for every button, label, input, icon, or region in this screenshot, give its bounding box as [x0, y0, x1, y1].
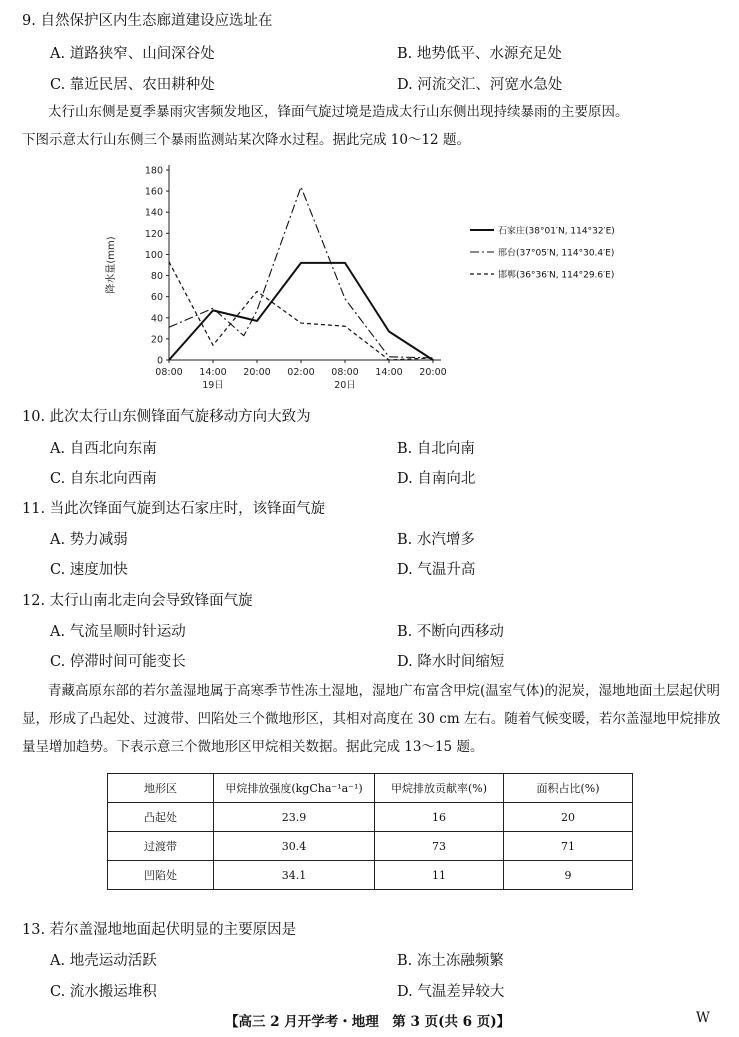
table-cell: 71: [504, 832, 633, 861]
question-12-option-b: B. 不断向西移动: [397, 624, 504, 640]
intro-paragraph-1-line-2: 下图示意太行山东侧三个暴雨监测站某次降水过程。据此完成 10～12 题。: [22, 132, 470, 148]
question-11-stem: 11. 当此次锋面气旋到达石家庄时，该锋面气旋: [22, 501, 326, 517]
y-axis-label: 降水量(mm): [106, 236, 117, 294]
question-10-stem: 10. 此次太行山东侧锋面气旋移动方向大致为: [22, 409, 311, 425]
table-row: [108, 832, 633, 861]
legend-label: 石家庄(38°01′N, 114°32′E): [498, 226, 615, 237]
table-cell: 73: [375, 832, 504, 861]
table-cell: 11: [375, 861, 504, 890]
question-13-stem: 13. 若尔盖湿地地面起伏明显的主要原因是: [22, 922, 297, 938]
question-12-option-c: C. 停滞时间可能变长: [50, 654, 186, 670]
question-9-stem: 9. 自然保护区内生态廊道建设应选址在: [22, 13, 273, 29]
table-header-cell: 甲烷排放强度(kgCha⁻¹a⁻¹): [214, 774, 375, 803]
question-9-option-a: A. 道路狭窄、山间深谷处: [50, 46, 215, 62]
y-tick-label: 160: [144, 186, 163, 198]
y-tick-label: 120: [144, 228, 163, 240]
table-header-cell: 地形区: [108, 774, 214, 803]
question-11-option-b: B. 水汽增多: [397, 532, 475, 548]
question-11-option-c: C. 速度加快: [50, 562, 128, 578]
question-12-stem: 12. 太行山南北走向会导致锋面气旋: [22, 593, 253, 609]
table-cell: 16: [375, 803, 504, 832]
question-13-option-a: A. 地壳运动活跃: [50, 953, 157, 969]
y-tick-label: 100: [144, 249, 163, 261]
y-tick-label: 0: [156, 355, 163, 367]
question-9-option-d: D. 河流交汇、河宽水急处: [397, 77, 563, 93]
precipitation-line-chart: [100, 160, 640, 400]
y-tick-label: 20: [150, 334, 163, 346]
question-13-option-d: D. 气温差异较大: [397, 984, 505, 1000]
question-13-option-c: C. 流水搬运堆积: [50, 984, 157, 1000]
question-11-option-a: A. 势力减弱: [50, 532, 128, 548]
methane-data-table: [107, 773, 633, 890]
question-12-option-d: D. 降水时间缩短: [397, 654, 505, 670]
y-tick-label: 140: [144, 207, 163, 219]
table-cell: 23.9: [214, 803, 375, 832]
table-cell: 30.4: [214, 832, 375, 861]
table-header-cell: 甲烷排放贡献率(%): [375, 774, 504, 803]
question-10-option-c: C. 自东北向西南: [50, 471, 157, 487]
question-12-option-a: A. 气流呈顺时针运动: [50, 624, 186, 640]
table-cell: 20: [504, 803, 633, 832]
question-10-option-d: D. 自南向北: [397, 471, 476, 487]
question-9-option-b: B. 地势低平、水源充足处: [397, 46, 562, 62]
date-label: 19日: [202, 380, 224, 391]
x-tick-label: 14:00: [375, 367, 403, 378]
legend-label: 邯郸(36°36′N, 114°29.6′E): [498, 270, 615, 281]
table-row: [108, 861, 633, 890]
x-tick-label: 14:00: [199, 367, 227, 378]
intro-paragraph-2: 青藏高原东部的若尔盖湿地属于高寒季节性冻土湿地，湿地广布富含甲烷(温室气体)的泥炭，湿地地面土层起伏明显，形成了凸起处、过渡带、凹陷处三个微地形区，其相对高度在 30 cm 左右。随着气候变暖，若尔盖湿地甲烷排放量呈增加趋势。下表示意三个微地形区甲烷相关数据。据此完成 13～15 题。: [22, 683, 721, 755]
intro-paragraph-1-line-1: 太行山东侧是夏季暴雨灾害频发地区，锋面气旋过境是造成太行山东侧出现持续暴雨的主要原因。: [48, 104, 629, 120]
table-cell: 34.1: [214, 861, 375, 890]
y-tick-label: 180: [144, 165, 163, 177]
table-cell: 凹陷处: [108, 861, 214, 890]
table-cell: 过渡带: [108, 832, 214, 861]
question-9-option-c: C. 靠近民居、农田耕种处: [50, 77, 215, 93]
legend-label: 邢台(37°05′N, 114°30.4′E): [498, 248, 615, 259]
y-tick-label: 60: [150, 292, 163, 304]
table-cell: 凸起处: [108, 803, 214, 832]
page-footer-letter: W: [696, 1010, 710, 1026]
question-10-option-b: B. 自北向南: [397, 441, 475, 457]
table-cell: 9: [504, 861, 633, 890]
question-11-option-d: D. 气温升高: [397, 562, 476, 578]
x-tick-label: 08:00: [331, 367, 359, 378]
y-tick-label: 80: [150, 271, 163, 283]
table-row: [108, 803, 633, 832]
question-13-option-b: B. 冻土冻融频繁: [397, 953, 504, 969]
x-tick-label: 02:00: [287, 367, 315, 378]
question-10-option-a: A. 自西北向东南: [50, 441, 157, 457]
x-tick-label: 20:00: [243, 367, 271, 378]
x-tick-label: 20:00: [419, 367, 447, 378]
page-footer: 【高三 2 月开学考・地理 第 3 页(共 6 页)】: [225, 1014, 511, 1030]
date-label: 20日: [334, 380, 356, 391]
x-tick-label: 08:00: [155, 367, 183, 378]
table-header-cell: 面积占比(%): [504, 774, 633, 803]
y-tick-label: 40: [150, 313, 163, 325]
table-header-row: [108, 774, 633, 803]
